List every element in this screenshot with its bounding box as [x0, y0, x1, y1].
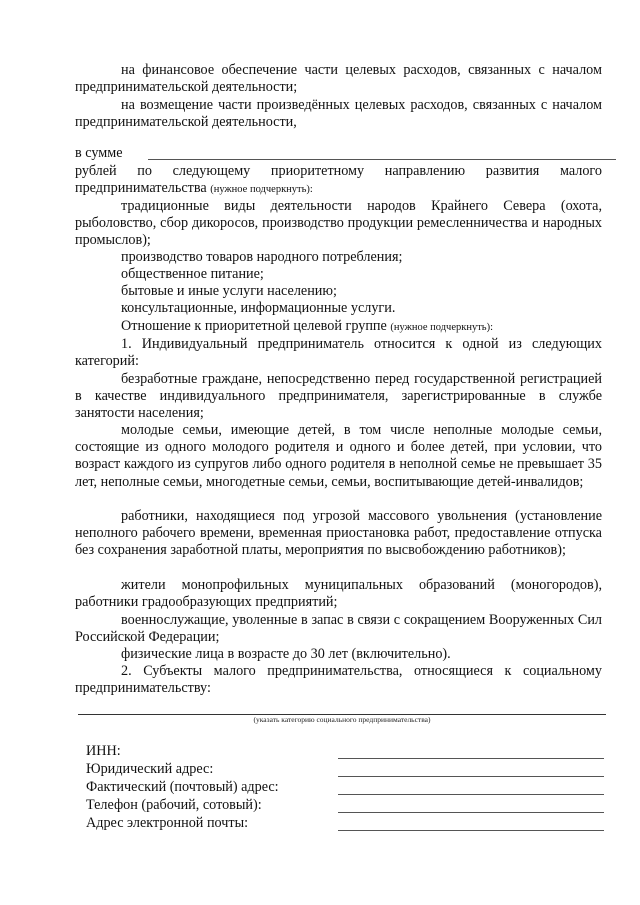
direction-item-4: бытовые и иные услуги населению; — [121, 283, 337, 299]
category-1-item-6: физические лица в возрасте до 30 лет (включительно). — [121, 646, 451, 662]
sum-label: в сумме — [75, 145, 123, 161]
inn-input-line[interactable] — [338, 758, 604, 759]
direction-item-3: общественное питание; — [121, 266, 264, 282]
phone-label: Телефон (рабочий, сотовый): — [86, 797, 262, 813]
legal-address-input-line[interactable] — [338, 776, 604, 777]
sum-input-line[interactable] — [148, 159, 616, 160]
category-1-item-2: молодые семьи, имеющие детей, в том числе неполные молодые семьи, состоящие из одного молодого родителя и одного и более детей, при условии, что возраст каждого из супругов либо одного родителя в неполной семье не превышает 35 лет, неполные семьи, многодетные семьи, семьи, воспитывающие детей-инвалидов; — [75, 422, 602, 490]
target-group-text: Отношение к приоритетной целевой группе — [121, 318, 387, 334]
category-1-item-4: жители монопрофильных муниципальных образований (моногородов), работники градообразующих предприятий; — [75, 577, 602, 611]
category-1-item-1: безработные граждане, непосредственно перед государственной регистрацией в качестве индивидуального предпринимателя, зарегистрированные в службе занятости населения; — [75, 371, 602, 422]
direction-note: (нужное подчеркнуть): — [210, 184, 313, 196]
legal-address-label: Юридический адрес: — [86, 761, 214, 777]
postal-address-label: Фактический (почтовый) адрес: — [86, 779, 279, 795]
direction-item-2: производство товаров народного потребления; — [121, 249, 403, 265]
category-1-item-5: военнослужащие, уволенные в запас в связи с сокращением Вооруженных Сил Российской Федерации; — [75, 612, 602, 646]
inn-label: ИНН: — [86, 743, 121, 759]
intro-paragraph-2: на возмещение части произведённых целевых расходов, связанных с началом предпринимательской деятельности, — [75, 97, 602, 131]
direction-item-5: консультационные, информационные услуги. — [121, 300, 396, 316]
direction-item-1: традиционные виды деятельности народов Крайнего Севера (охота, рыболовство, сбор дикоросов, производство продукции ремесленничества и народных промыслов); — [75, 198, 602, 249]
target-group-paragraph — [75, 318, 602, 336]
category-1-item-3: работники, находящиеся под угрозой массового увольнения (установление неполного рабочего времени, временная приостановка работ, предоставление отпуска без сохранения заработной платы, мероприятия по высвобождению работников); — [75, 508, 602, 559]
direction-text: рублей по следующему приоритетному направлению развития малого предпринимательства — [75, 163, 602, 197]
email-label: Адрес электронной почты: — [86, 815, 249, 831]
intro-paragraph-1: на финансовое обеспечение части целевых расходов, связанных с началом предпринимательской деятельности; — [75, 62, 602, 96]
phone-input-line[interactable] — [338, 812, 604, 813]
postal-address-input-line[interactable] — [338, 794, 604, 795]
email-input-line[interactable] — [338, 830, 604, 831]
target-group-note: (нужное подчеркнуть): — [390, 322, 493, 333]
social-category-caption: (указать категорию социального предпринимательства) — [253, 715, 431, 724]
category-1-heading: 1. Индивидуальный предприниматель относится к одной из следующих категорий: — [75, 336, 602, 370]
direction-paragraph — [75, 163, 602, 198]
category-2-heading: 2. Субъекты малого предпринимательства, относящиеся к социальному предпринимательству: — [75, 663, 602, 697]
